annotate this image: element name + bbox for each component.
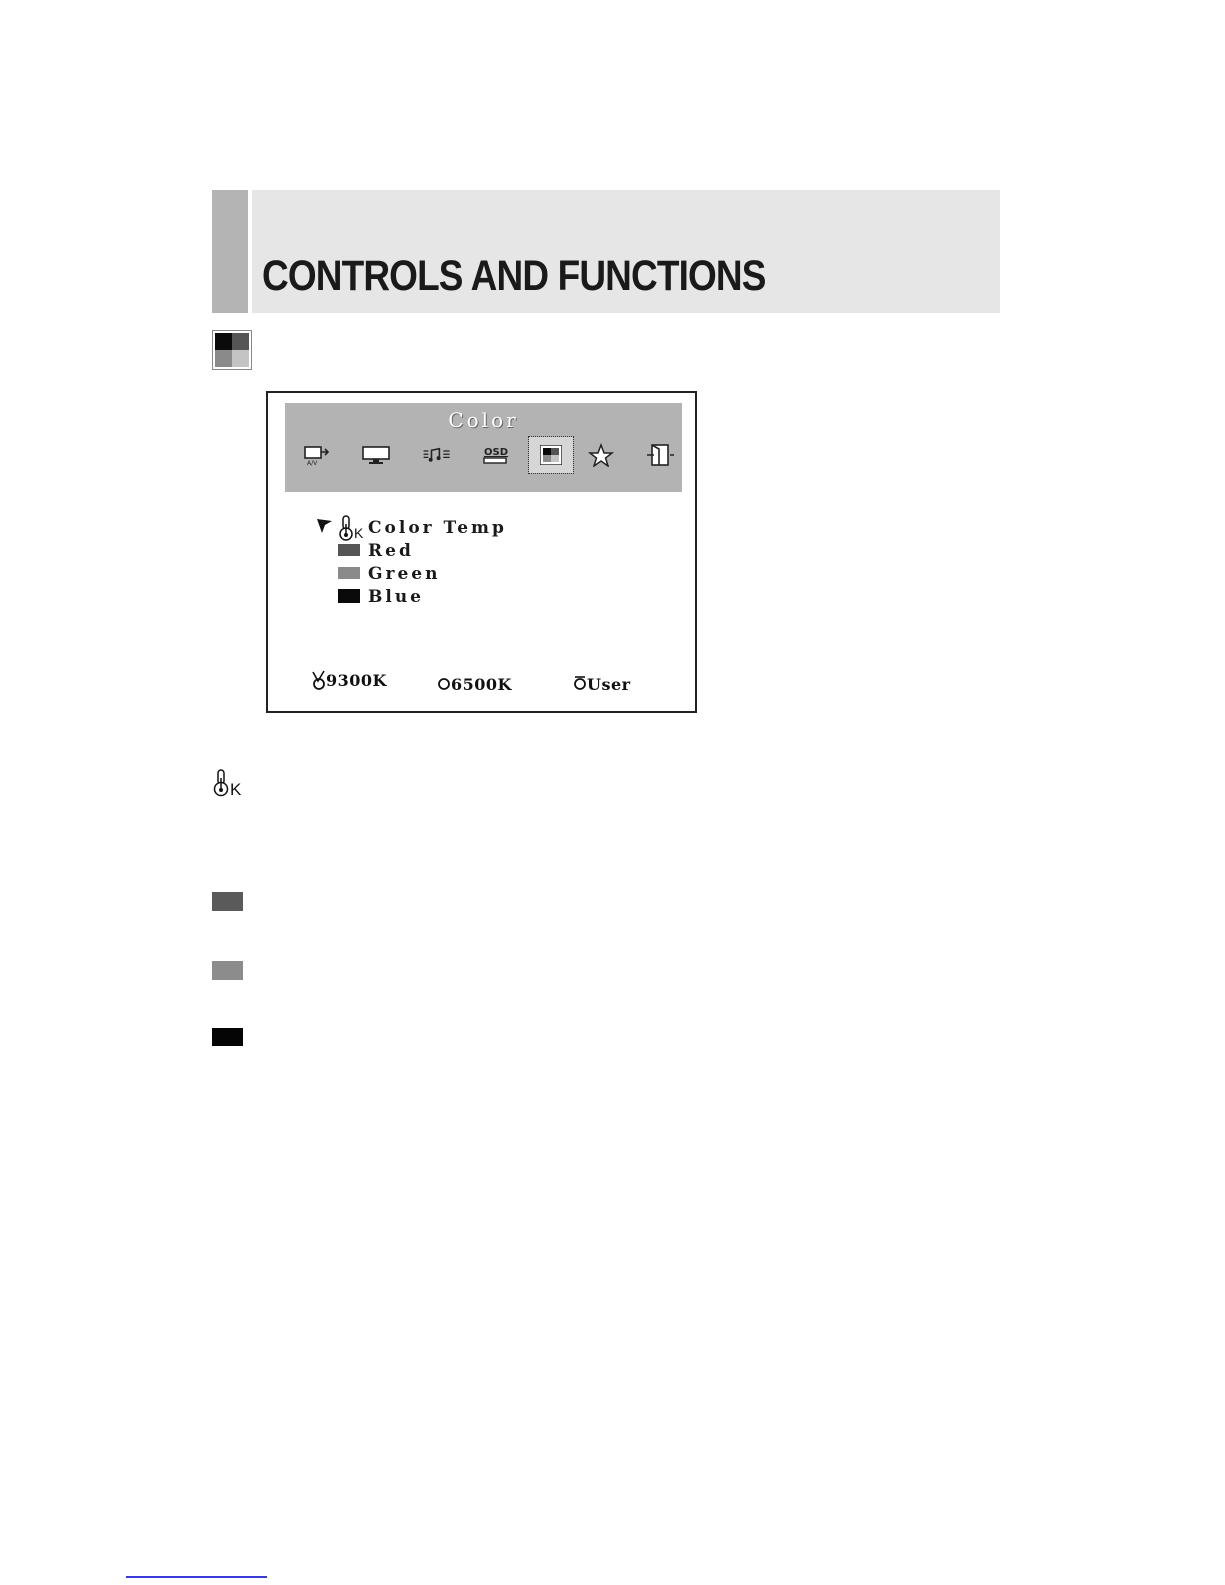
- svg-text:K: K: [354, 525, 364, 541]
- blue-swatch-icon: [338, 589, 360, 603]
- red-swatch-icon: [212, 892, 243, 911]
- radio-unchecked-icon: [573, 675, 587, 691]
- footer-rule: [126, 1576, 267, 1578]
- option-label: 9300K: [326, 671, 387, 690]
- radio-unchecked-icon: [437, 677, 451, 691]
- option-user[interactable]: [573, 675, 631, 694]
- selection-arrow-icon: [316, 517, 334, 540]
- svg-text:OSD: OSD: [484, 447, 509, 458]
- svg-text:A/V: A/V: [307, 460, 318, 466]
- option-9300k[interactable]: [312, 669, 387, 693]
- green-swatch-icon: [212, 961, 243, 980]
- header-tab: [212, 190, 248, 313]
- color-icon[interactable]: [529, 437, 573, 473]
- monitor-icon[interactable]: [361, 442, 391, 468]
- red-swatch-icon: [338, 544, 360, 556]
- input-source-icon[interactable]: [302, 442, 332, 468]
- audio-icon[interactable]: [422, 442, 452, 468]
- menu-item-label: Color Temp: [368, 518, 507, 538]
- blue-swatch-icon: [212, 1028, 243, 1046]
- option-label: User: [587, 675, 631, 694]
- osd-icon[interactable]: [480, 442, 510, 468]
- menu-item-label: Red: [368, 541, 414, 561]
- option-6500k[interactable]: [437, 675, 512, 694]
- color-section-icon: [212, 330, 252, 370]
- star-icon[interactable]: [586, 442, 616, 468]
- page-title: CONTROLS AND FUNCTIONS: [262, 252, 766, 300]
- osd-title: Color: [448, 408, 519, 432]
- exit-icon[interactable]: [645, 442, 675, 468]
- menu-item-label: Blue: [368, 587, 425, 607]
- thermometer-k-icon: [212, 768, 246, 803]
- svg-text:K: K: [230, 780, 242, 798]
- menu-item-label: Green: [368, 564, 441, 584]
- thermometer-k-icon: [337, 514, 369, 547]
- option-label: 6500K: [451, 675, 512, 694]
- radio-checked-icon: [312, 669, 326, 693]
- green-swatch-icon: [338, 567, 360, 579]
